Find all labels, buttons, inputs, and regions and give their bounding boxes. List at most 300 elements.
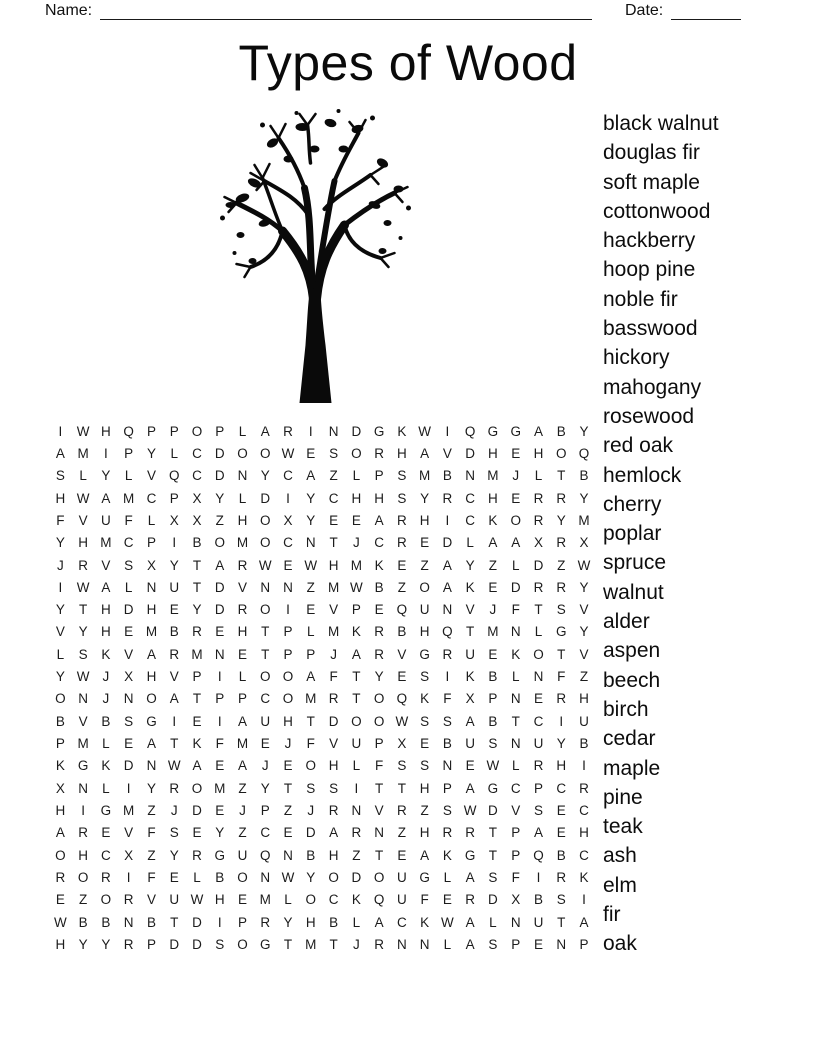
grid-cell-r16c6: W (167, 758, 181, 774)
grid-cell-r21c3: R (101, 869, 111, 885)
grid-cell-r16c11: E (283, 758, 293, 774)
grid-cell-r21c21: F (511, 869, 520, 885)
grid-cell-r5c12: Y (306, 512, 316, 528)
grid-cell-r17c14: I (354, 780, 359, 796)
grid-cell-r16c16: S (397, 758, 407, 774)
grid-cell-r6c13: T (329, 535, 338, 551)
grid-cell-r3c21: J (512, 468, 520, 484)
grid-cell-r15c6: T (170, 736, 179, 752)
grid-cell-r13c1: O (55, 691, 66, 707)
grid-cell-r11c12: P (306, 646, 316, 662)
grid-cell-r16c18: N (442, 758, 453, 774)
grid-cell-r11c19: U (465, 646, 476, 662)
grid-cell-r11c8: N (214, 646, 225, 662)
grid-cell-r14c21: T (511, 713, 520, 729)
grid-cell-r18c8: E (215, 802, 225, 818)
grid-cell-r1c19: Q (464, 423, 476, 439)
grid-cell-r5c9: H (237, 512, 248, 528)
grid-cell-r2c16: H (396, 445, 407, 461)
grid-cell-r20c13: H (328, 847, 339, 863)
grid-cell-r16c7: A (192, 758, 202, 774)
grid-cell-r4c3: A (101, 490, 111, 506)
grid-cell-r9c2: T (79, 602, 88, 618)
grid-cell-r5c14: E (351, 512, 361, 528)
grid-cell-r10c19: T (466, 624, 475, 640)
grid-cell-r11c13: J (330, 646, 337, 662)
grid-cell-r7c5: X (146, 557, 156, 573)
grid-cell-r13c17: K (420, 691, 430, 707)
grid-cell-r24c1: H (55, 936, 66, 952)
grid-cell-r16c24: I (582, 758, 586, 774)
grid-cell-r7c3: V (101, 557, 111, 573)
grid-cell-r22c22: B (533, 892, 543, 908)
grid-cell-r1c2: W (76, 423, 90, 439)
grid-cell-r2c17: A (420, 445, 430, 461)
grid-cell-r3c4: L (124, 468, 133, 484)
grid-cell-r23c11: Y (283, 914, 293, 930)
grid-cell-r22c1: E (55, 892, 65, 908)
grid-cell-r16c13: H (328, 758, 339, 774)
grid-cell-r23c8: I (217, 914, 222, 930)
grid-cell-r11c22: O (533, 646, 544, 662)
grid-cell-r19c7: E (192, 825, 202, 841)
grid-cell-r13c14: T (352, 691, 361, 707)
grid-cell-r3c13: Z (329, 468, 338, 484)
grid-cell-r15c9: M (236, 736, 249, 752)
grid-cell-r24c2: Y (78, 936, 88, 952)
grid-cell-r2c4: P (124, 445, 134, 461)
grid-cell-r14c4: S (124, 713, 134, 729)
grid-cell-r12c5: H (146, 669, 157, 685)
grid-cell-r10c15: R (374, 624, 384, 640)
grid-cell-r18c20: D (488, 802, 498, 818)
grid-cell-r16c2: G (77, 758, 89, 774)
word-list-item: hemlock (603, 463, 682, 487)
grid-cell-r14c13: D (328, 713, 339, 729)
grid-cell-r9c8: D (214, 602, 225, 618)
grid-cell-r19c14: R (351, 825, 362, 841)
grid-cell-r6c18: D (442, 535, 453, 551)
grid-cell-r7c17: Z (420, 557, 429, 573)
grid-cell-r17c20: G (487, 780, 499, 796)
grid-cell-r4c12: Y (306, 490, 316, 506)
grid-cell-r3c18: B (442, 468, 452, 484)
grid-cell-r19c16: Z (397, 825, 406, 841)
grid-cell-r22c19: R (465, 892, 476, 908)
grid-cell-r14c11: H (283, 713, 293, 729)
grid-cell-r6c11: C (283, 535, 293, 551)
grid-cell-r16c15: F (374, 758, 384, 774)
grid-cell-r23c14: L (352, 914, 361, 930)
grid-cell-r15c15: P (374, 736, 384, 752)
grid-cell-r14c23: I (559, 713, 564, 729)
grid-cell-r9c23: S (556, 602, 566, 618)
grid-cell-r20c7: R (192, 847, 202, 863)
grid-cell-r23c2: B (78, 914, 88, 930)
grid-cell-r1c14: D (351, 423, 362, 439)
grid-cell-r18c15: V (374, 802, 384, 818)
grid-cell-r20c5: Z (147, 847, 156, 863)
word-list-item: hickory (603, 346, 670, 370)
grid-cell-r17c17: H (419, 780, 430, 796)
grid-cell-r11c3: K (101, 646, 111, 662)
grid-cell-r9c19: V (465, 602, 475, 618)
grid-cell-r7c1: J (57, 557, 64, 573)
grid-cell-r4c7: X (192, 490, 202, 506)
grid-cell-r17c7: O (191, 780, 203, 796)
tree-illustration (210, 103, 420, 403)
grid-cell-r2c7: C (192, 445, 202, 461)
grid-cell-r4c8: Y (215, 490, 225, 506)
word-list-item: elm (603, 873, 637, 897)
grid-cell-r20c19: G (464, 847, 476, 863)
grid-cell-r17c6: R (169, 780, 180, 796)
grid-cell-r5c13: E (329, 512, 339, 528)
grid-cell-r3c17: M (419, 468, 431, 484)
grid-cell-r1c15: G (373, 423, 385, 439)
grid-cell-r4c14: H (351, 490, 362, 506)
grid-cell-r23c22: U (533, 914, 544, 930)
grid-cell-r18c1: H (55, 802, 66, 818)
grid-cell-r23c16: C (396, 914, 407, 930)
word-list-item: maple (603, 756, 661, 780)
grid-cell-r10c18: Q (442, 624, 453, 640)
grid-cell-r11c16: V (397, 646, 407, 662)
grid-cell-r20c22: Q (533, 847, 544, 863)
grid-cell-r1c12: I (308, 423, 313, 439)
grid-cell-r8c19: K (465, 579, 475, 595)
grid-cell-r3c15: P (374, 468, 384, 484)
grid-cell-r17c10: Y (260, 780, 270, 796)
grid-cell-r23c9: P (238, 914, 248, 930)
grid-cell-r12c13: F (329, 669, 338, 685)
grid-cell-r6c10: O (260, 535, 271, 551)
date-blank-line (671, 2, 741, 20)
grid-cell-r4c2: W (76, 490, 90, 506)
grid-cell-r10c13: M (327, 624, 340, 640)
grid-cell-r17c5: Y (146, 780, 156, 796)
grid-cell-r10c11: P (283, 624, 293, 640)
grid-cell-r9c11: I (286, 602, 290, 618)
grid-cell-r14c8: I (217, 713, 222, 729)
grid-cell-r15c18: B (442, 736, 452, 752)
grid-cell-r20c17: A (420, 847, 430, 863)
grid-cell-r2c20: H (488, 445, 498, 461)
grid-cell-r4c21: E (511, 490, 521, 506)
word-list-item: fir (603, 903, 621, 927)
grid-cell-r6c2: H (78, 535, 89, 551)
grid-cell-r12c16: E (397, 669, 407, 685)
grid-cell-r18c3: G (100, 802, 112, 818)
grid-cell-r15c17: E (420, 736, 430, 752)
grid-cell-r12c6: V (169, 669, 179, 685)
grid-cell-r14c18: S (442, 713, 452, 729)
grid-cell-r2c23: O (555, 445, 567, 461)
grid-cell-r6c20: A (488, 535, 498, 551)
grid-cell-r2c15: R (374, 445, 384, 461)
grid-cell-r14c22: C (533, 713, 544, 729)
grid-cell-r16c17: S (420, 758, 430, 774)
grid-cell-r18c17: Z (420, 802, 429, 818)
grid-cell-r19c19: R (465, 825, 476, 841)
word-list-item: pine (603, 785, 643, 809)
grid-cell-r10c20: M (487, 624, 499, 640)
grid-cell-r7c13: H (328, 557, 339, 573)
grid-cell-r22c21: X (511, 892, 521, 908)
grid-cell-r22c15: Q (373, 892, 385, 908)
grid-cell-r15c11: J (284, 736, 292, 752)
grid-cell-r5c2: V (78, 512, 88, 528)
grid-cell-r11c14: A (351, 646, 361, 662)
grid-cell-r17c21: C (510, 780, 521, 796)
grid-cell-r10c7: R (192, 624, 202, 640)
grid-cell-r17c15: T (374, 780, 384, 796)
grid-cell-r18c7: D (192, 802, 202, 818)
grid-cell-r16c4: D (123, 758, 134, 774)
grid-cell-r12c9: L (238, 669, 247, 685)
grid-cell-r6c22: X (533, 535, 543, 551)
grid-cell-r14c20: B (488, 713, 498, 729)
grid-cell-r24c6: D (169, 936, 180, 952)
grid-cell-r14c10: U (260, 713, 271, 729)
grid-cell-r14c15: O (373, 713, 385, 729)
grid-cell-r15c23: Y (556, 736, 566, 752)
grid-cell-r13c12: M (305, 691, 317, 707)
grid-cell-r17c2: N (78, 780, 89, 796)
grid-cell-r1c3: H (101, 423, 111, 439)
grid-cell-r13c21: N (510, 691, 521, 707)
grid-cell-r22c6: U (169, 892, 180, 908)
grid-cell-r24c23: N (556, 936, 567, 952)
grid-cell-r5c11: X (283, 512, 293, 528)
grid-cell-r21c23: R (556, 869, 567, 885)
grid-cell-r11c15: R (374, 646, 384, 662)
grid-cell-r18c13: R (328, 802, 339, 818)
grid-cell-r22c17: F (420, 892, 429, 908)
grid-cell-r15c8: F (215, 736, 224, 752)
grid-cell-r18c9: J (239, 802, 246, 818)
grid-cell-r2c2: M (77, 445, 89, 461)
grid-cell-r12c19: K (465, 669, 475, 685)
grid-cell-r17c3: L (102, 780, 110, 796)
name-field-group (45, 2, 592, 20)
grid-cell-r17c22: P (533, 780, 543, 796)
grid-cell-r1c23: B (556, 423, 566, 439)
letter-grid (49, 420, 595, 956)
grid-cell-r6c7: B (192, 535, 202, 551)
grid-cell-r1c6: P (169, 423, 179, 439)
grid-cell-r8c3: A (101, 579, 111, 595)
grid-cell-r20c24: C (579, 847, 589, 863)
grid-cell-r7c9: R (237, 557, 248, 573)
grid-cell-r11c18: R (442, 646, 453, 662)
grid-cell-r24c3: Y (101, 936, 111, 952)
grid-cell-r24c9: O (237, 936, 248, 952)
grid-cell-r23c6: T (170, 914, 179, 930)
grid-cell-r10c14: K (351, 624, 361, 640)
grid-cell-r24c12: M (305, 936, 317, 952)
grid-cell-r19c15: N (374, 825, 384, 841)
grid-cell-r15c20: S (488, 736, 498, 752)
grid-cell-r6c8: O (214, 535, 225, 551)
grid-cell-r17c16: T (397, 780, 406, 796)
grid-cell-r8c17: O (419, 579, 430, 595)
grid-cell-r16c1: K (55, 758, 65, 774)
grid-cell-r5c10: O (260, 512, 271, 528)
grid-cell-r19c3: E (101, 825, 111, 841)
grid-cell-r12c3: J (102, 669, 110, 685)
grid-cell-r22c5: V (146, 892, 156, 908)
grid-cell-r21c16: U (396, 869, 407, 885)
grid-cell-r20c3: C (101, 847, 111, 863)
grid-cell-r9c13: V (329, 602, 339, 618)
grid-cell-r20c11: N (283, 847, 293, 863)
grid-cell-r7c4: S (124, 557, 134, 573)
grid-cell-r22c12: O (305, 892, 317, 908)
grid-cell-r4c13: C (328, 490, 339, 506)
grid-cell-r12c20: B (488, 669, 498, 685)
grid-cell-r22c24: I (582, 892, 586, 908)
grid-cell-r5c5: L (147, 512, 156, 528)
grid-cell-r11c23: T (557, 646, 566, 662)
grid-cell-r20c10: Q (260, 847, 271, 863)
page-title: Types of Wood (238, 35, 578, 91)
word-list-item: poplar (603, 522, 662, 546)
grid-cell-r8c22: R (533, 579, 544, 595)
grid-cell-r13c24: H (579, 691, 589, 707)
grid-cell-r1c10: A (260, 423, 270, 439)
grid-cell-r11c11: P (283, 646, 293, 662)
grid-cell-r6c15: C (374, 535, 384, 551)
grid-cell-r7c21: L (511, 557, 520, 573)
grid-cell-r20c14: Z (352, 847, 361, 863)
grid-cell-r24c16: N (396, 936, 407, 952)
grid-cell-r15c22: U (533, 736, 544, 752)
grid-cell-r3c23: T (557, 468, 566, 484)
grid-cell-r7c6: Y (169, 557, 179, 573)
grid-cell-r9c16: Q (396, 602, 408, 618)
grid-cell-r18c10: P (260, 802, 270, 818)
word-list-item: mahogany (603, 375, 702, 399)
grid-cell-r17c19: A (465, 780, 475, 796)
grid-cell-r12c17: S (420, 669, 430, 685)
grid-cell-r12c1: Y (55, 669, 65, 685)
grid-cell-r22c7: W (190, 892, 204, 908)
grid-cell-r20c21: P (511, 847, 521, 863)
grid-cell-r18c5: Z (147, 802, 156, 818)
grid-cell-r24c4: R (123, 936, 134, 952)
grid-cell-r16c14: L (352, 758, 361, 774)
grid-cell-r13c13: R (328, 691, 339, 707)
grid-cell-r19c5: F (147, 825, 156, 841)
grid-cell-r20c6: Y (169, 847, 179, 863)
word-list-item: douglas fir (603, 141, 700, 165)
grid-cell-r9c9: R (237, 602, 248, 618)
grid-cell-r4c9: L (238, 490, 247, 506)
grid-cell-r12c11: O (282, 669, 294, 685)
grid-cell-r5c6: X (169, 512, 179, 528)
grid-cell-r4c4: M (123, 490, 135, 506)
grid-cell-r11c10: T (261, 646, 270, 662)
grid-cell-r18c24: C (579, 802, 589, 818)
date-label: Date: (625, 2, 664, 19)
grid-cell-r1c17: W (418, 423, 431, 439)
grid-cell-r18c19: W (463, 802, 477, 818)
grid-cell-r23c19: A (465, 914, 475, 930)
grid-cell-r23c7: D (192, 914, 202, 930)
grid-cell-r18c2: I (81, 802, 86, 818)
grid-cell-r16c5: N (146, 758, 157, 774)
grid-cell-r1c5: P (146, 423, 156, 439)
grid-cell-r22c9: E (238, 892, 248, 908)
grid-cell-r4c18: R (442, 490, 453, 506)
grid-cell-r6c21: A (511, 535, 521, 551)
grid-cell-r15c13: V (329, 736, 339, 752)
grid-cell-r13c23: R (556, 691, 567, 707)
grid-cell-r14c14: O (351, 713, 362, 729)
grid-cell-r22c18: E (442, 892, 452, 908)
grid-cell-r24c13: T (329, 936, 338, 952)
grid-cell-r13c10: C (260, 691, 271, 707)
grid-cell-r2c22: H (533, 445, 544, 461)
grid-cell-r8c23: R (556, 579, 567, 595)
word-list-item: oak (603, 932, 637, 956)
grid-cell-r4c1: H (55, 490, 66, 506)
grid-cell-r4c23: R (556, 490, 567, 506)
grid-cell-r22c23: S (556, 892, 566, 908)
grid-cell-r15c12: F (306, 736, 315, 752)
grid-cell-r14c7: E (192, 713, 202, 729)
grid-cell-r23c20: L (489, 914, 497, 930)
grid-cell-r13c16: Q (396, 691, 408, 707)
grid-cell-r18c18: S (442, 802, 452, 818)
grid-cell-r7c12: W (304, 557, 318, 573)
grid-cell-r1c22: A (533, 423, 543, 439)
grid-cell-r10c9: H (237, 624, 248, 640)
grid-cell-r3c8: D (214, 468, 225, 484)
grid-cell-r12c21: L (511, 669, 520, 685)
grid-cell-r19c20: T (488, 825, 498, 841)
grid-cell-r9c15: E (374, 602, 384, 618)
grid-cell-r16c10: J (261, 758, 269, 774)
grid-cell-r16c22: R (533, 758, 544, 774)
grid-cell-r23c23: T (557, 914, 566, 930)
grid-cell-r18c4: M (123, 802, 135, 818)
grid-cell-r5c23: Y (556, 512, 566, 528)
grid-cell-r1c4: Q (123, 423, 134, 439)
grid-cell-r23c5: B (146, 914, 156, 930)
grid-cell-r13c4: N (123, 691, 134, 707)
grid-cell-r13c19: X (465, 691, 475, 707)
grid-cell-r1c16: K (397, 423, 407, 439)
word-list-item: red oak (603, 434, 674, 458)
grid-cell-r17c13: S (329, 780, 339, 796)
grid-cell-r22c13: C (328, 892, 339, 908)
grid-cell-r21c22: I (536, 869, 541, 885)
grid-cell-r6c19: L (466, 535, 474, 551)
grid-cell-r21c12: Y (306, 869, 316, 885)
grid-cell-r12c24: Z (579, 669, 589, 685)
grid-cell-r12c18: I (445, 669, 450, 685)
grid-cell-r21c11: W (281, 869, 295, 885)
grid-cell-r4c16: S (397, 490, 407, 506)
grid-cell-r24c17: N (419, 936, 430, 952)
grid-cell-r1c7: O (191, 423, 203, 439)
grid-cell-r22c20: D (488, 892, 498, 908)
grid-cell-r10c21: N (510, 624, 521, 640)
word-list-item: noble fir (603, 287, 678, 311)
grid-cell-r9c6: E (169, 602, 179, 618)
